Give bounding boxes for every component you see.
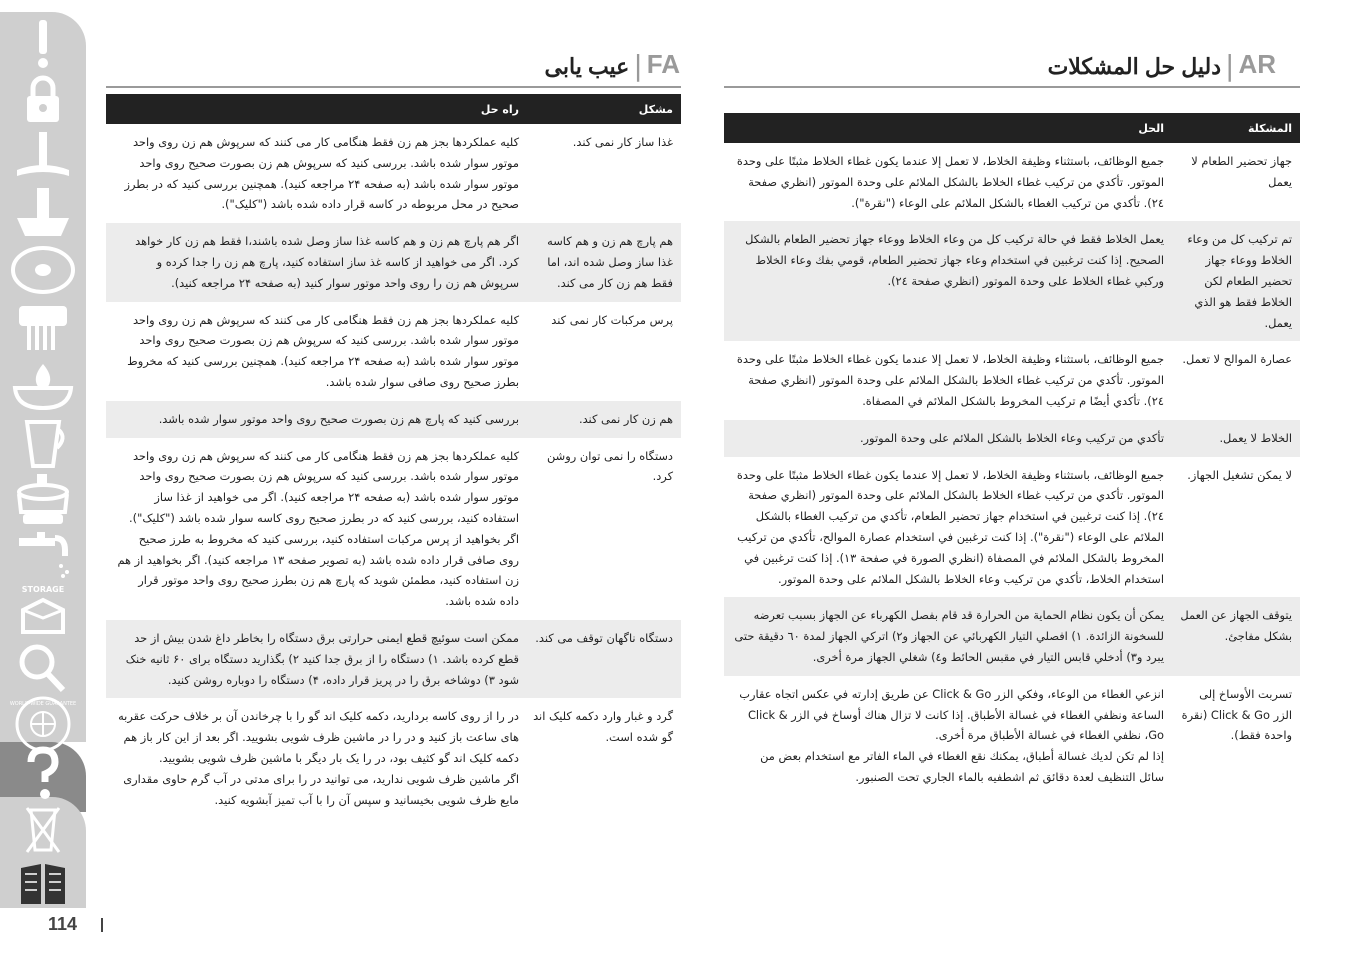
solution-cell: در را از روی کاسه بردارید، دکمه کلیک اند گو را با چرخاندن آن بر خلاف حرکت عقربه های ساعت باز کنید و در را در ماشین ظرف شویی بشویید. اگر بعد از این کار باز هم دکمه کلیک اند گو کثیف بود، در را یک بار دیگر با ماشین ظرف شویی بشویید. اگر ماشین ظرف شویی ندارید، می توانید در را برای مدتی در آب گرم حاوی مقداری مایع ظرف شویی بخیسانید و سپس آن را با آب تمیز آبشویه کنید. <box>118 709 519 807</box>
fa-col-problem: مشکل <box>638 102 673 116</box>
fa-table-body <box>106 124 681 818</box>
problem-cell: هم زن کار نمی کند. <box>578 411 673 426</box>
ar-troubleshooting-table <box>724 113 1300 796</box>
ar-table-header <box>724 113 1300 143</box>
solution-cell: جميع الوظائف، باستثناء وظيفة الخلاط، لا تعمل إلا عندما يكون غطاء الخلاط مثبتًا على وحدة الموتور. تأكدي من تركيب غطاء الخلاط بالشكل الملائم على وحدة الموتور (انظري صفحة ٢٤). تأكدي من تركيب الغطاء بالشكل الملائم على الوعاء ("نقرة"). <box>736 154 1164 210</box>
fa-heading <box>516 40 680 80</box>
search-icon[interactable] <box>8 642 78 694</box>
table-row <box>724 420 1300 457</box>
problem-cell: جهاز تحضير الطعام لا يعمل <box>1191 154 1292 189</box>
table-row <box>106 124 681 223</box>
fa-language-code: FA <box>646 49 680 79</box>
ar-col-problem: المشكلة <box>1247 121 1292 135</box>
chopper-icon[interactable] <box>8 186 78 238</box>
solution-cell: يمكن أن يكون نظام الحماية من الحرارة قد قام بفصل الكهرباء عن الجهاز بسبب تعرضه للسخونة الزائدة. ١) افصلي التيار الكهربائي عن الجهاز و٢) اتركي الجهاز لمدة ٦٠ دقيقة حتى يبرد و٣) أدخلي قابس التيار في مقبس الحائط و٤) شغلي الجهاز مرة أخرى. <box>734 608 1164 664</box>
side-tab-strip <box>0 12 86 908</box>
solution-cell: بررسی کنید که پارچ هم زن بصورت صحیح روی واحد موتور سوار شده باشد. <box>158 411 519 426</box>
table-row <box>724 221 1300 341</box>
guarantee-globe-icon[interactable] <box>8 696 78 752</box>
page-number-divider <box>101 918 103 932</box>
table-row <box>106 438 681 620</box>
solution-cell: يعمل الخلاط فقط في حالة تركيب كل من وعاء الخلاط ووعاء جهاز تحضير الطعام بالشكل الصحيح. إذا كنت ترغبين في استخدام وعاء جهاز تحضير الطعام، قومي بفك وعاء الخلاط وركبي غطاء الخلاط على وحدة الموتور (انظري صفحة ٢٤). <box>745 232 1164 288</box>
table-row <box>106 401 681 438</box>
table-row <box>724 143 1300 221</box>
citrus-press-icon[interactable] <box>8 360 78 412</box>
solution-cell: کلیه عملکردها بجز هم زن فقط هنگامی کار می کنند که سرپوش هم زن روی واحد موتور سوار شده باشد. بررسی کنید که سرپوش هم زن بصورت صحیح روی واحد موتور سوار شده باشد (به صفحه ۲۴ مراجعه کنید). همچنین بررسی کنید که مخروط بطرز صحیح روی صافی سوار شده باشد. <box>127 312 519 389</box>
disposal-icon[interactable] <box>8 804 78 856</box>
problem-cell: دستگاه را نمی توان روشن کرد. <box>547 448 673 484</box>
table-row <box>106 223 681 301</box>
warning-icon[interactable] <box>8 18 78 70</box>
jug-icon[interactable] <box>8 418 78 470</box>
table-row <box>106 620 681 698</box>
fa-heading-rule <box>106 86 681 88</box>
table-row <box>724 457 1300 598</box>
guarantee-label: WORLD-WIDE GUARANTEE <box>9 701 77 707</box>
ar-table-body <box>724 143 1300 796</box>
table-row <box>724 597 1300 675</box>
fa-heading-separator: | <box>633 49 643 82</box>
solution-cell: کلیه عملکردها بجز هم زن فقط هنگامی کار می کنند که سرپوش هم زن روی واحد موتور سوار شده باشد. بررسی کنید که سرپوش هم زن بصورت صحیح روی واحد موتور سوار شده باشد (به صفحه ۲۴ مراجعه کنید). اگر می خواهید از غذا ساز استفاده کنید، بررسی کنید که در بطرز صحیح روی کاسه سوار شده باشد ("کلیک"). اگر بخواهید از پرس مرکبات استفاده کنید، بررسی کنید که مخروط به طرز صحیح روی صافی قرار داده شده باشد (به تصویر صفحه ۱۳ مراجعه کنید). اگر بخواهید از هم زن استفاده کنید، مطمئن شوید که پارچ هم زن بطرز صحیح روی واحد موتور قرار داده شده باشد. <box>117 448 519 609</box>
solution-cell: ممکن است سوئیچ قطع ایمنی حرارتی برق دستگاه را بخاطر داغ شدن بیش از حد قطع کرده باشد. ۱) دستگاه را از برق جدا کنید ۲) بگذارید دستگاه برای ۶۰ ثانیه خنک شود ۳) دوشاخه برق را در پریز قرار داده، ۴) دستگاه را دوباره روشن کنید. <box>125 630 519 687</box>
problem-cell: غذا ساز کار نمی کند. <box>572 135 673 149</box>
problem-cell: عصارة الموالح لا تعمل. <box>1182 352 1292 367</box>
fa-col-solution: راه حل <box>480 102 519 116</box>
problem-cell: هم پارچ هم زن و هم کاسه غذا ساز وصل شده اند، اما فقط هم زن کار می کند. <box>547 234 673 290</box>
ar-title: دليل حل المشكلات <box>1047 54 1221 79</box>
whisk-icon[interactable] <box>8 302 78 354</box>
solution-cell: تأكدي من تركيب وعاء الخلاط بالشكل الملائم على وحدة الموتور. <box>859 430 1164 445</box>
solution-cell: انزعي الغطاء من الوعاء، وفكي الزر Click & Go عن طريق إدارته في عكس اتجاه عقارب الساعة ونظفي الغطاء في غسالة الأطباق. إذا كانت لا تزال هناك أوساخ في الزر Click & Go، نظفي الغطاء في غسالة الأطباق مرة أخرى. إذا لم تكن لديك غسالة أطباق، يمكنك نقع الغطاء في الماء الفاتر مع استخدام بعض من سائل التنظيف لعدة دقائق ثم اشطفيه بالماء الجاري تحت الصنبور. <box>739 686 1164 784</box>
problem-cell: پرس مرکبات کار نمی کند <box>551 312 673 327</box>
problem-cell: يتوقف الجهاز عن العمل بشكل مفاجئ. <box>1180 608 1292 644</box>
disc-icon[interactable] <box>8 244 78 296</box>
problem-cell: دستگاه ناگهان توقف می کند. <box>535 630 673 645</box>
problem-cell: تم تركيب كل من وعاء الخلاط ووعاء جهاز تحضير الطعام لكن الخلاط فقط هو الذي يعمل. <box>1187 232 1292 330</box>
solution-cell: اگر هم پارچ هم زن و هم کاسه غذا ساز وصل شده باشند،ا فقط هم زن کار خواهد کرد. اگر می خواهید از کاسه غذ ساز استفاده کنید، پارچ هم زن را جدا کرده و سرپوش هم زن را روی واحد موتور سوار کنید (به صفحه ۲۴ مراجعه کنید). <box>135 234 519 290</box>
fa-table-header <box>106 94 681 124</box>
tap-icon[interactable] <box>8 530 78 582</box>
page-number: 114 <box>48 914 78 934</box>
food-processor-icon[interactable] <box>8 474 78 526</box>
solution-cell: جميع الوظائف، باستثناء وظيفة الخلاط، لا تعمل إلا عندما يكون غطاء الخلاط مثبتًا على وحدة الموتور. تأكدي من تركيب غطاء الخلاط بالشكل الملائم على وحدة الموتور (انظري صفحة ٢٤). إذا كنت ترغبين في استخدام جهاز تحضير الطعام، تأكدي من تركيب الغطاء بالشكل الملائم على الوعاء ("نقرة"). إذا كنت ترغبين في استخدام عصارة الموالح، تأكدي من تركيب المخروط بالشكل الملائم في المصفاة (انظري الصورة في صفحة ١٣). إذا كنت ترغبين في استخدام الخلاط، تأكدي من تركيب وعاء الخلاط بالشكل الملائم على وحدة الموتور. <box>736 467 1164 586</box>
table-row <box>106 302 681 401</box>
manual-book-icon[interactable] <box>8 858 78 910</box>
fa-troubleshooting-table <box>106 94 681 818</box>
problem-cell: تسربت الأوساخ إلى الزر Click & Go (نقرة واحدة فقط). <box>1181 686 1292 743</box>
table-row <box>724 676 1300 796</box>
table-row <box>724 341 1300 419</box>
fa-title: عیب یابی <box>544 54 630 79</box>
question-icon[interactable] <box>8 748 78 800</box>
problem-cell: گرد و غبار وارد دکمه کلیک اند گو شده است. <box>533 709 673 745</box>
problem-cell: لا يمكن تشغيل الجهاز. <box>1187 467 1292 482</box>
ar-heading-rule <box>724 86 1300 88</box>
ar-heading-separator: | <box>1225 49 1235 82</box>
lock-icon[interactable] <box>8 74 78 126</box>
solution-cell: کلیه عملکردها بجز هم زن فقط هنگامی کار می کنند که سرپوش هم زن روی واحد موتور سوار شده باشد. بررسی کنید که سرپوش هم زن بصورت صحیح روی واحد موتور سوار شده باشد (به صفحه ۲۴ مراجعه کنید). همچنین بررسی کنید که در بطرز صحیح در محل مربوطه در کاسه قرار داده شده باشد ("کلیک"). <box>124 135 519 212</box>
solution-cell: جميع الوظائف، باستثناء وظيفة الخلاط، لا تعمل إلا عندما يكون غطاء الخلاط مثبتًا على وحدة الموتور. تأكدي من تركيب غطاء الخلاط بالشكل الملائم على وحدة الموتور (انظري صفحة ٢٤). تأكدي أيضًا م تركيب المخروط بالشكل الملائم في المصفاة. <box>736 352 1164 408</box>
table-row <box>106 698 681 818</box>
ar-language-code: AR <box>1238 49 1276 79</box>
ar-heading <box>1040 40 1276 80</box>
storage-icon[interactable] <box>8 580 78 640</box>
ar-col-solution: الحل <box>1138 121 1164 135</box>
blade-icon[interactable] <box>8 130 78 182</box>
problem-cell: الخلاط لا يعمل. <box>1219 430 1292 445</box>
storage-label: STORAGE <box>21 585 65 594</box>
